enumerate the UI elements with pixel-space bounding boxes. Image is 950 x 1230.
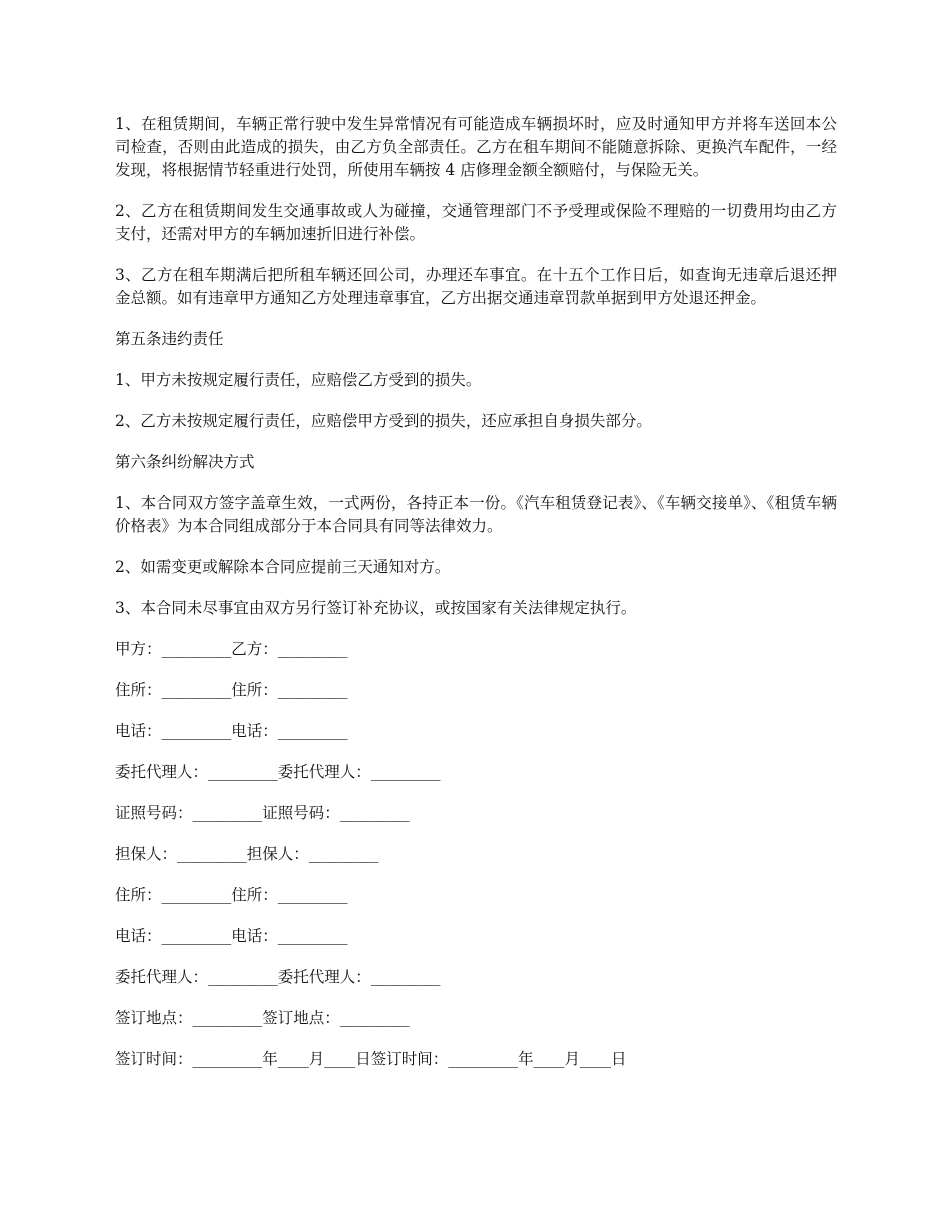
signature-line-date: 签订时间：_________年____月____日签订时间：_________年____月____日 [115,1050,627,1068]
article-5-title: 第五条违约责任 [115,330,224,348]
signature-line-address: 住所：_________住所：_________ [115,886,348,904]
signature-line-phone: 电话：_________电话：_________ [115,722,348,740]
clause-paragraph: 1、在租赁期间，车辆正常行驶中发生异常情况有可能造成车辆损坏时，应及时通知甲方并将车送回本公司检查，否则由此造成的损失，由乙方负全部责任。乙方在租车期间不能随意拆除、更换汽车配件，一经发现，将根据情节轻重进行处罚，所使用车辆按 4 店修理金额全额赔付，与保险无关。 [115,115,837,179]
signature-line-agent: 委托代理人：_________委托代理人：_________ [115,763,441,781]
signature-block [115,638,837,1089]
clause-paragraph: 3、本合同未尽事宜由双方另行签订补充协议，或按国家有关法律规定执行。 [115,599,637,617]
signature-line-party: 甲方：_________乙方：_________ [115,640,348,658]
clause-paragraph: 1、本合同双方签字盖章生效，一式两份，各持正本一份。《汽车租赁登记表》、《车辆交接单》、《租赁车辆价格表》为本合同组成部分于本合同具有同等法律效力。 [115,494,837,535]
signature-line-address: 住所：_________住所：_________ [115,681,348,699]
contract-document [115,113,837,1089]
signature-line-guarantor: 担保人：_________担保人：_________ [115,845,379,863]
clause-paragraph: 3、乙方在租车期满后把所租车辆还回公司，办理还车事宜。在十五个工作日后，如查询无违章后退还押金总额。如有违章甲方通知乙方处理违章事宜，乙方出据交通违章罚款单据到甲方处退还押金。 [115,266,837,307]
clause-paragraph: 2、乙方在租赁期间发生交通事故或人为碰撞，交通管理部门不予受理或保险不理赔的一切费用均由乙方支付，还需对甲方的车辆加速折旧进行补偿。 [115,202,837,243]
signature-line-place: 签订地点：_________签订地点：_________ [115,1009,410,1027]
signature-line-license: 证照号码：_________证照号码：_________ [115,804,410,822]
signature-line-phone: 电话：_________电话：_________ [115,927,348,945]
article-6-title: 第六条纠纷解决方式 [115,453,255,471]
clause-paragraph: 1、甲方未按规定履行责任，应赔偿乙方受到的损失。 [115,371,482,389]
clause-paragraph: 2、乙方未按规定履行责任，应赔偿甲方受到的损失，还应承担自身损失部分。 [115,412,652,430]
clause-paragraph: 2、如需变更或解除本合同应提前三天通知对方。 [115,558,451,576]
signature-line-agent: 委托代理人：_________委托代理人：_________ [115,968,441,986]
